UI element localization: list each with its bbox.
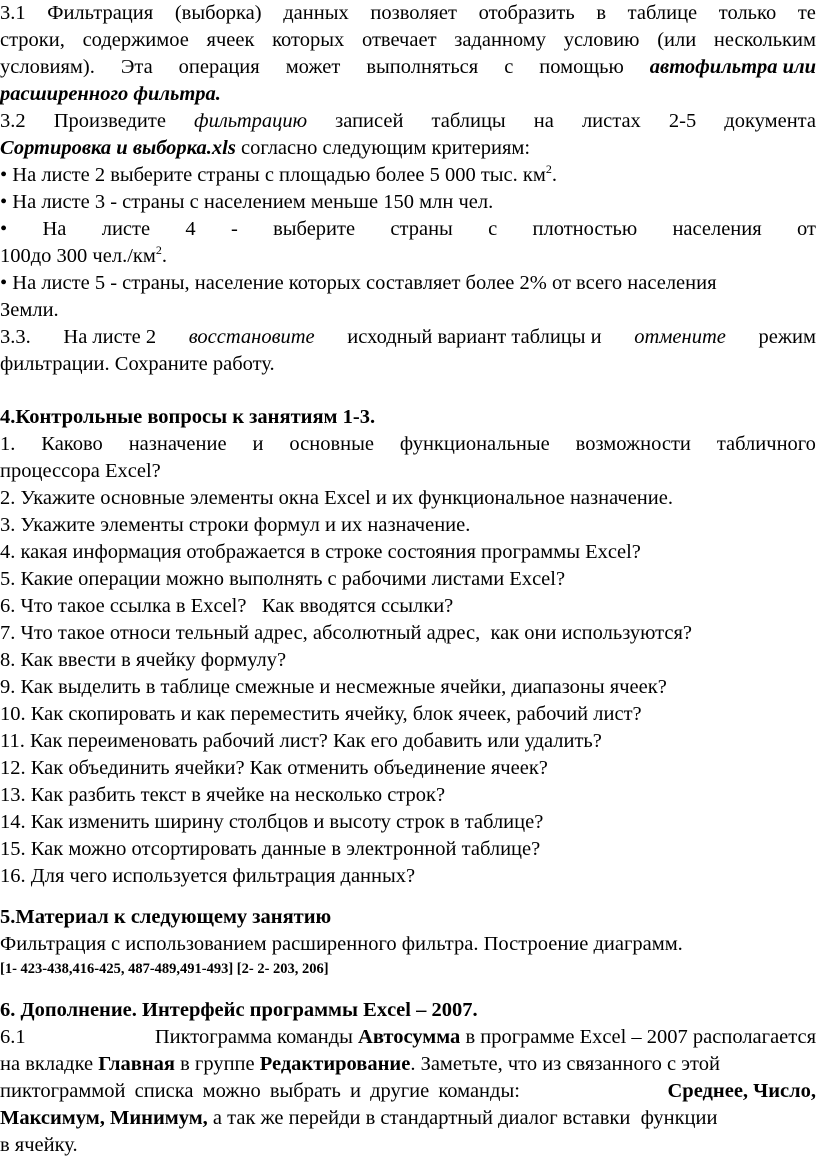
- word: заданному: [454, 29, 546, 51]
- question-12: [0, 755, 816, 781]
- word: (выборка): [174, 2, 262, 24]
- question-text: 3. Укажите элементы строки формул и их назначение.: [0, 514, 471, 536]
- question-15: [0, 836, 816, 862]
- word: операция: [178, 56, 260, 78]
- word: документа: [724, 110, 816, 132]
- autofilter-term: автофильтра или: [649, 56, 816, 78]
- question-text: 9. Как выделить в таблице смежные и несмежные ячейки, диапазоны ячеек?: [0, 676, 667, 698]
- word: 4: [185, 218, 196, 240]
- p33-line-2: [0, 351, 816, 377]
- criteria-text: • На листе 5 - страны, население которых составляет более 2% от всего населения: [0, 272, 717, 294]
- word: Эта: [120, 56, 153, 78]
- superscript: 2: [155, 243, 162, 257]
- criteria-item-4: [0, 270, 816, 296]
- question-text: 14. Как изменить ширину столбцов и высоту строк в таблице?: [0, 811, 544, 833]
- p33-text: режим: [758, 326, 816, 348]
- p31-line-4: [0, 81, 816, 107]
- question-text: 4. какая информация отображается в строке состояния программы Excel?: [0, 541, 641, 563]
- word: табличного: [716, 433, 816, 455]
- cancel-term: отмените: [634, 326, 726, 348]
- word: назначение: [128, 433, 227, 455]
- word: Произведите: [53, 110, 166, 132]
- p61-line-5: [0, 1132, 816, 1158]
- section-title: 6. Дополнение. Интерфейс программы Excel – 2007.: [0, 999, 478, 1021]
- p61-text: а так же перейди в стандартный диалог вставки функции: [207, 1107, 718, 1129]
- p31-number: 3.1: [0, 2, 26, 24]
- word: строки,: [0, 29, 65, 51]
- restore-term: восстановите: [188, 326, 315, 348]
- section-5-text: [0, 931, 816, 957]
- question-text: 6. Что такое ссылка в Excel? Как вводятся ссылки?: [0, 595, 454, 617]
- word: 2-5: [668, 110, 697, 132]
- p61-line-2: [0, 1051, 816, 1077]
- p32-line-2: [0, 135, 816, 161]
- p33-text: фильтрации. Сохраните работу.: [0, 353, 275, 375]
- word: записей: [335, 110, 404, 132]
- word: только: [718, 2, 777, 24]
- word: с: [504, 56, 514, 78]
- question-3: [0, 512, 816, 538]
- question-14: [0, 809, 816, 835]
- word: нескольким: [713, 29, 816, 51]
- section-6-heading: [0, 997, 816, 1023]
- criteria-item-3: [0, 216, 816, 242]
- p61-text: в программе Excel – 2007 располагается: [465, 1026, 816, 1048]
- section-5-refs: [0, 956, 816, 982]
- criteria-item-3-cont: [0, 243, 816, 269]
- question-text: 5. Какие операции можно выполнять с рабочими листами Excel?: [0, 568, 566, 590]
- p32-line-1: [0, 108, 816, 134]
- criteria-item-2: [0, 189, 816, 215]
- word: данных: [283, 2, 349, 24]
- superscript: 2: [545, 162, 552, 176]
- word: выполняться: [366, 56, 479, 78]
- word: ячеек: [206, 29, 255, 51]
- criteria-text: 100до 300 чел./км: [0, 245, 156, 267]
- word: -: [230, 218, 238, 240]
- p61-line-3: [0, 1078, 816, 1104]
- question-text: 15. Как можно отсортировать данные в электронной таблице?: [0, 838, 541, 860]
- p61-text: в группе: [180, 1053, 255, 1075]
- bullet: •: [0, 218, 8, 240]
- word: в: [596, 2, 606, 24]
- p61-text: в ячейку.: [0, 1134, 78, 1156]
- section-5-heading: [0, 904, 816, 930]
- word: таблице: [627, 2, 698, 24]
- p33-text: На листе 2: [63, 326, 157, 348]
- question-13: [0, 782, 816, 808]
- question-text: 2. Укажите основные элементы окна Excel и их функциональное назначение.: [0, 487, 673, 509]
- p31-line-3: [0, 54, 816, 80]
- word: от: [796, 218, 816, 240]
- p33-line-1: [0, 324, 816, 350]
- commands-term: Среднее, Число,: [667, 1080, 816, 1102]
- references: [1- 423-438,416-425, 487-489,491-493] [2- 2- 203, 206]: [0, 961, 329, 977]
- punct: .: [161, 245, 167, 267]
- p32-number: 3.2: [0, 110, 26, 132]
- question-4: [0, 539, 816, 565]
- section-text: Фильтрация с использованием расширенного фильтра. Построение диаграмм.: [0, 933, 683, 955]
- word: позволяет: [370, 2, 457, 24]
- document-filename: Сортировка и выборка.xls: [0, 137, 236, 159]
- word: и: [252, 433, 264, 455]
- word: Каково: [41, 433, 103, 455]
- word: таблицы: [431, 110, 506, 132]
- word: может: [285, 56, 341, 78]
- criteria-text: • На листе 2 выберите страны с площадью более 5 000 тыс. км: [0, 164, 546, 186]
- autosum-term: Автосумма: [358, 1026, 461, 1048]
- word: которых: [272, 29, 345, 51]
- filtering-term: фильтрацию: [194, 110, 308, 132]
- p31-line-2: [0, 27, 816, 53]
- question-text: 8. Как ввести в ячейку формулу?: [0, 649, 287, 671]
- question-text: процессора Excel?: [0, 460, 161, 482]
- p61-text: . Заметьте, что из связанного с этой: [410, 1053, 720, 1075]
- p61-text: на вкладке: [0, 1053, 94, 1075]
- word: отвечает: [361, 29, 437, 51]
- word: на: [533, 110, 554, 132]
- word: населения: [672, 218, 762, 240]
- p61-text: Пиктограмма команды: [154, 1026, 353, 1048]
- word: листах: [581, 110, 641, 132]
- section-number: 4: [0, 406, 11, 428]
- word: основные: [289, 433, 374, 455]
- word: На: [42, 218, 67, 240]
- p61-number: 6.1: [0, 1026, 26, 1048]
- editing-group-term: Редактирование: [259, 1053, 411, 1075]
- question-text: 16. Для чего используется фильтрация данных?: [0, 865, 416, 887]
- question-8: [0, 647, 816, 673]
- word: Фильтрация: [47, 2, 154, 24]
- word: содержимое: [82, 29, 189, 51]
- punct: .: [551, 164, 557, 186]
- home-tab-term: Главная: [98, 1053, 175, 1075]
- question-10: [0, 701, 816, 727]
- question-11: [0, 728, 816, 754]
- p31-line-1: [0, 0, 816, 26]
- question-16: [0, 863, 816, 889]
- word: с: [488, 218, 498, 240]
- p33-number: 3.3.: [0, 326, 31, 348]
- p61-text: пиктограммой списка можно выбрать и другие команды:: [0, 1080, 520, 1102]
- question-text: 11. Как переименовать рабочий лист? Как его добавить или удалить?: [0, 730, 602, 752]
- question-1: [0, 431, 816, 457]
- question-6: [0, 593, 816, 619]
- question-text: 12. Как объединить ячейки? Как отменить объединение ячеек?: [0, 757, 548, 779]
- section-title: .Контрольные вопросы к занятиям 1-3.: [10, 406, 376, 428]
- question-1-cont: [0, 458, 816, 484]
- advanced-filter-term: расширенного фильтра.: [0, 83, 221, 105]
- section-4-heading: [0, 404, 816, 430]
- word: помощью: [539, 56, 624, 78]
- question-text: 13. Как разбить текст в ячейке на несколько строк?: [0, 784, 446, 806]
- word: выберите: [273, 218, 356, 240]
- p61-line-4: [0, 1105, 816, 1131]
- section-title: 5.Материал к следующему занятию: [0, 906, 332, 928]
- word: условию: [563, 29, 640, 51]
- question-7: [0, 620, 816, 646]
- word: условиям).: [0, 56, 95, 78]
- word: 1.: [0, 433, 16, 455]
- p33-text: исходный вариант таблицы и: [347, 326, 602, 348]
- word: отобразить: [478, 2, 575, 24]
- question-text: 7. Что такое относи тельный адрес, абсолютный адрес, как они используются?: [0, 622, 693, 644]
- p61-line-1: [0, 1024, 816, 1050]
- criteria-text: • На листе 3 - страны с населением меньше 150 млн чел.: [0, 191, 494, 213]
- word: функциональные: [399, 433, 550, 455]
- question-9: [0, 674, 816, 700]
- word: возможности: [575, 433, 691, 455]
- criteria-item-1: [0, 162, 816, 188]
- question-2: [0, 485, 816, 511]
- p32-text: согласно следующим критериям:: [235, 137, 531, 159]
- word: страны: [390, 218, 453, 240]
- word: плотностью: [532, 218, 638, 240]
- criteria-text: Земли.: [0, 299, 59, 321]
- question-text: 10. Как скопировать и как переместить ячейку, блок ячеек, рабочий лист?: [0, 703, 642, 725]
- question-5: [0, 566, 816, 592]
- word: листе: [101, 218, 151, 240]
- commands-term: Максимум, Минимум,: [0, 1107, 208, 1129]
- word: те: [797, 2, 816, 24]
- word: (или: [657, 29, 697, 51]
- criteria-item-4-cont: [0, 297, 816, 323]
